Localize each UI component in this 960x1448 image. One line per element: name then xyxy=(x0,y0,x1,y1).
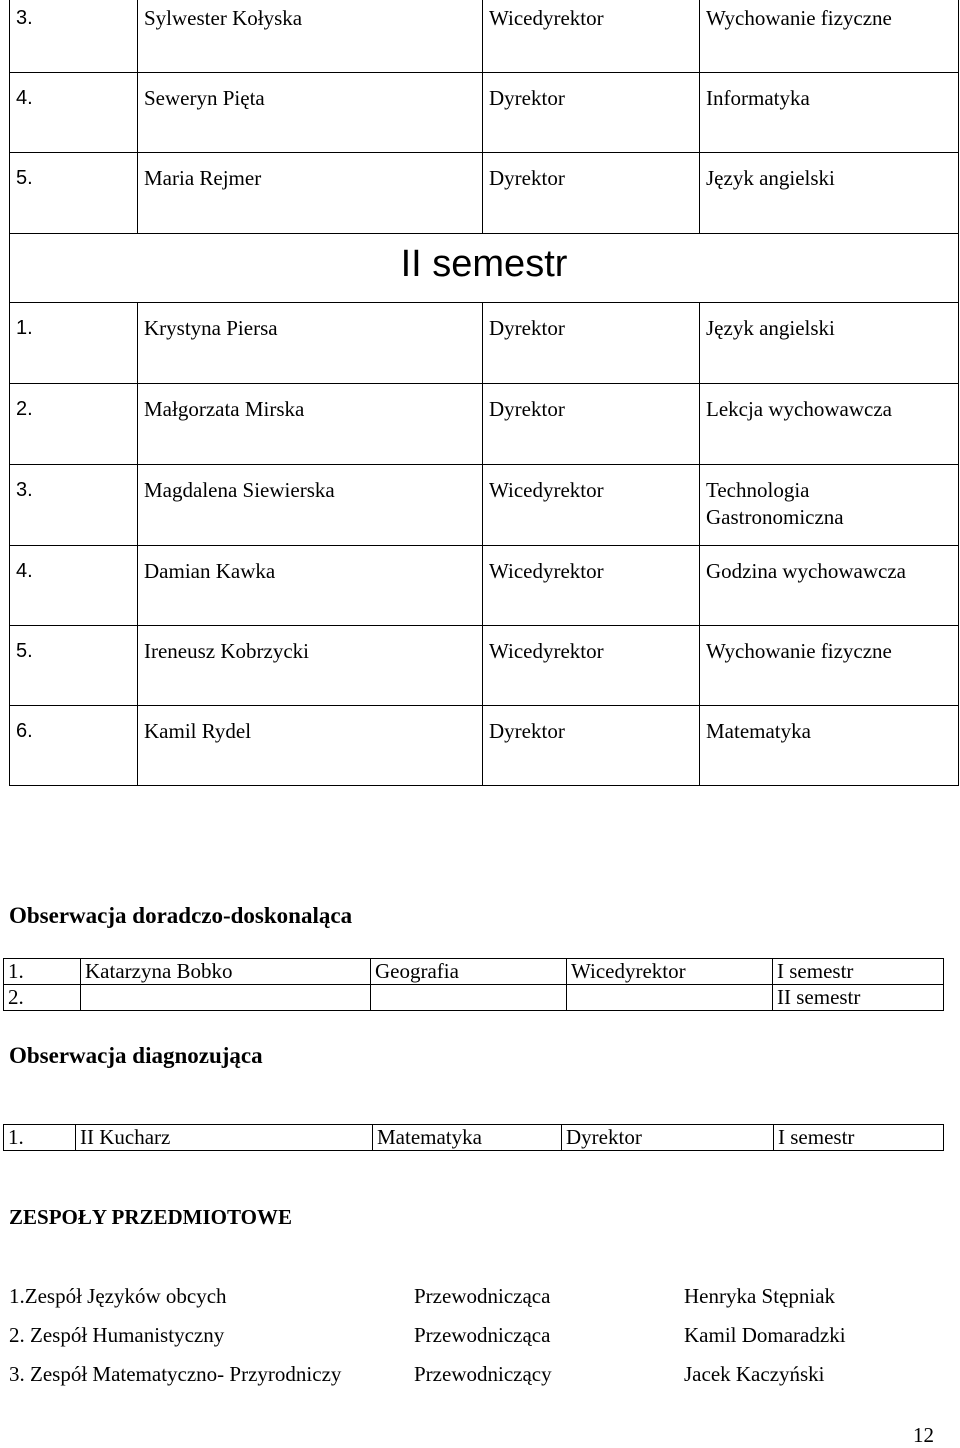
table-row xyxy=(10,0,959,73)
table-row xyxy=(10,73,959,153)
row-number: 2. xyxy=(4,985,81,1011)
teacher-name: Sylwester Kołyska xyxy=(138,0,483,73)
table-row xyxy=(10,465,959,546)
row-number: 1. xyxy=(4,959,81,985)
team-leader: Jacek Kaczyński xyxy=(684,1362,825,1386)
semester: I semestr xyxy=(773,959,944,985)
observer-role: Dyrektor xyxy=(483,384,700,465)
teacher-name: Maria Rejmer xyxy=(138,153,483,234)
table-row xyxy=(10,546,959,626)
teacher-name xyxy=(81,985,371,1011)
subject: Godzina wychowawcza xyxy=(700,546,959,626)
row-number: 4. xyxy=(10,546,138,626)
row-number: 5. xyxy=(10,153,138,234)
observer-role: Wicedyrektor xyxy=(567,959,773,985)
teacher-name: II Kucharz xyxy=(76,1125,373,1151)
semester: I semestr xyxy=(774,1125,944,1151)
teacher-name: Magdalena Siewierska xyxy=(138,465,483,546)
advisory-observation-table xyxy=(3,958,944,1011)
observation-schedule-table xyxy=(9,0,959,786)
observer-role: Dyrektor xyxy=(483,303,700,384)
observer-role: Dyrektor xyxy=(483,73,700,153)
table-row xyxy=(10,706,959,786)
observer-role: Wicedyrektor xyxy=(483,546,700,626)
teacher-name: Małgorzata Mirska xyxy=(138,384,483,465)
semester: II semestr xyxy=(773,985,944,1011)
row-number: 1. xyxy=(10,303,138,384)
team-leader: Kamil Domaradzki xyxy=(684,1323,846,1347)
observer-role: Wicedyrektor xyxy=(483,626,700,706)
row-number: 6. xyxy=(10,706,138,786)
observer-role: Dyrektor xyxy=(562,1125,774,1151)
diagnostic-observation-table xyxy=(3,1124,944,1151)
subject: Matematyka xyxy=(700,706,959,786)
subject: Informatyka xyxy=(700,73,959,153)
teacher-name: Kamil Rydel xyxy=(138,706,483,786)
row-number: 4. xyxy=(10,73,138,153)
team-position: Przewodniczący xyxy=(414,1362,552,1386)
subject: Język angielski xyxy=(700,303,959,384)
table-row xyxy=(4,1125,944,1151)
team-position: Przewodnicząca xyxy=(414,1323,551,1347)
row-number: 5. xyxy=(10,626,138,706)
subject: Matematyka xyxy=(373,1125,562,1151)
subject: Wychowanie fizyczne xyxy=(700,626,959,706)
subject: Lekcja wychowawcza xyxy=(700,384,959,465)
teacher-name: Katarzyna Bobko xyxy=(81,959,371,985)
table-row xyxy=(4,959,944,985)
row-number: 2. xyxy=(10,384,138,465)
diagnostic-observation-heading: Obserwacja diagnozująca xyxy=(9,1043,263,1068)
teacher-name: Seweryn Pięta xyxy=(138,73,483,153)
subject-teams-heading: ZESPOŁY PRZEDMIOTOWE xyxy=(9,1205,292,1229)
team-name: 1.Zespół Języków obcych xyxy=(9,1284,227,1308)
row-number: 1. xyxy=(4,1125,76,1151)
team-name: 2. Zespół Humanistyczny xyxy=(9,1323,225,1347)
teacher-name: Ireneusz Kobrzycki xyxy=(138,626,483,706)
observer-role xyxy=(567,985,773,1011)
page-number: 12 xyxy=(913,1423,934,1447)
observer-role: Wicedyrektor xyxy=(483,0,700,73)
observer-role: Dyrektor xyxy=(483,153,700,234)
subject: Technologia Gastronomiczna xyxy=(700,465,959,546)
advisory-observation-heading: Obserwacja doradczo-doskonaląca xyxy=(9,903,353,928)
semester-heading: II semestr xyxy=(10,234,959,303)
team-name: 3. Zespół Matematyczno- Przyrodniczy xyxy=(9,1362,342,1386)
row-number: 3. xyxy=(10,0,138,73)
observer-role: Wicedyrektor xyxy=(483,465,700,546)
table-row xyxy=(10,384,959,465)
observer-role: Dyrektor xyxy=(483,706,700,786)
team-leader: Henryka Stępniak xyxy=(684,1284,836,1308)
subject xyxy=(371,985,567,1011)
table-row xyxy=(10,303,959,384)
table-row xyxy=(4,985,944,1011)
table-row xyxy=(10,153,959,234)
team-position: Przewodnicząca xyxy=(414,1284,551,1308)
row-number: 3. xyxy=(10,465,138,546)
teacher-name: Damian Kawka xyxy=(138,546,483,626)
subject: Wychowanie fizyczne xyxy=(700,0,959,73)
table-row xyxy=(10,626,959,706)
subject: Geografia xyxy=(371,959,567,985)
subject: Język angielski xyxy=(700,153,959,234)
semester-heading-row xyxy=(10,234,959,303)
teacher-name: Krystyna Piersa xyxy=(138,303,483,384)
